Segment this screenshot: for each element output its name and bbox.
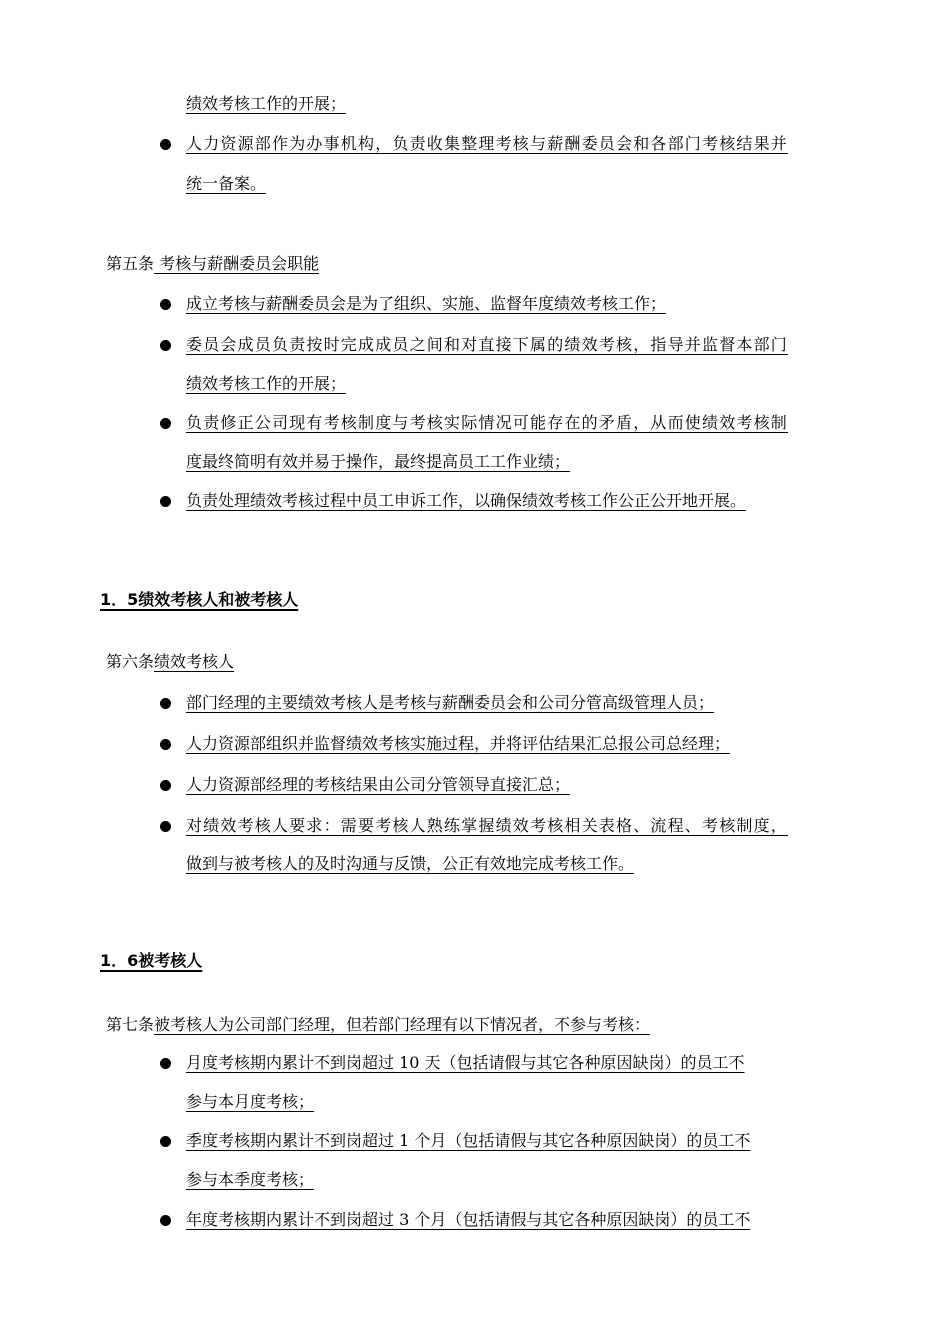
bullet-icon <box>160 418 171 429</box>
list-item-line: 季度考核期内累计不到岗超过 1 个月（包括请假与其它各种原因缺岗）的员工不 <box>186 1131 751 1150</box>
article-label: 第五条 <box>106 254 155 273</box>
list-item-line: 对绩效考核人要求：需要考核人熟练掌握绩效考核相关表格、流程、考核制度， <box>186 816 789 835</box>
continued-text-line: 绩效考核工作的开展； <box>186 94 347 113</box>
list-item-line: 人力资源部经理的考核结果由公司分管领导直接汇总； <box>186 775 571 794</box>
list-item-line: 委员会成员负责按时完成成员之间和对直接下属的绩效考核，指导并监督本部门 <box>186 335 789 354</box>
bullet-icon <box>160 821 171 832</box>
bullet-icon <box>160 1215 171 1226</box>
list-item-line: 成立考核与薪酬委员会是为了组织、实施、监督年度绩效考核工作； <box>186 294 667 313</box>
article-heading <box>106 253 319 275</box>
list-item-line: 度最终简明有效并易于操作，最终提高员工工作业绩； <box>186 452 571 471</box>
bullet-icon <box>160 299 171 310</box>
list-item-line: 年度考核期内累计不到岗超过 3 个月（包括请假与其它各种原因缺岗）的员工不 <box>186 1210 751 1229</box>
list-item-line: 负责处理绩效考核过程中员工申诉工作，以确保绩效考核工作公正公开地开展。 <box>186 491 747 510</box>
list-item-line: 统一备案。 <box>186 174 267 193</box>
article-title: 被考核人为公司部门经理，但若部门经理有以下情况者，不参与考核： <box>154 1015 651 1034</box>
bullet-icon <box>160 496 171 507</box>
list-item-line: 参与本季度考核； <box>186 1170 315 1189</box>
list-item-line: 参与本月度考核； <box>186 1092 315 1111</box>
section-heading: 1．5绩效考核人和被考核人 <box>100 590 299 609</box>
list-item-line: 月度考核期内累计不到岗超过 10 天（包括请假与其它各种原因缺岗）的员工不 <box>186 1053 745 1072</box>
list-item-line: 负责修正公司现有考核制度与考核实际情况可能存在的矛盾，从而使绩效考核制 <box>186 413 789 432</box>
list-item-line: 部门经理的主要绩效考核人是考核与薪酬委员会和公司分管高级管理人员； <box>186 693 715 712</box>
bullet-icon <box>160 139 171 150</box>
article-heading <box>106 651 234 673</box>
article-heading <box>106 1014 650 1036</box>
section-heading: 1．6被考核人 <box>100 951 203 970</box>
article-title: 考核与薪酬委员会职能 <box>154 254 320 273</box>
bullet-icon <box>160 739 171 750</box>
article-title: 绩效考核人 <box>154 652 235 671</box>
bullet-icon <box>160 1136 171 1147</box>
bullet-icon <box>160 340 171 351</box>
list-item-line: 人力资源部组织并监督绩效考核实施过程，并将评估结果汇总报公司总经理； <box>186 734 731 753</box>
list-item-line: 人力资源部作为办事机构，负责收集整理考核与薪酬委员会和各部门考核结果并 <box>186 134 789 153</box>
list-item-line: 做到与被考核人的及时沟通与反馈，公正有效地完成考核工作。 <box>186 854 635 873</box>
list-item-line: 绩效考核工作的开展； <box>186 374 347 393</box>
article-label: 第六条 <box>106 652 155 671</box>
article-label: 第七条 <box>106 1015 155 1034</box>
bullet-icon <box>160 780 171 791</box>
bullet-icon <box>160 698 171 709</box>
bullet-icon <box>160 1058 171 1069</box>
